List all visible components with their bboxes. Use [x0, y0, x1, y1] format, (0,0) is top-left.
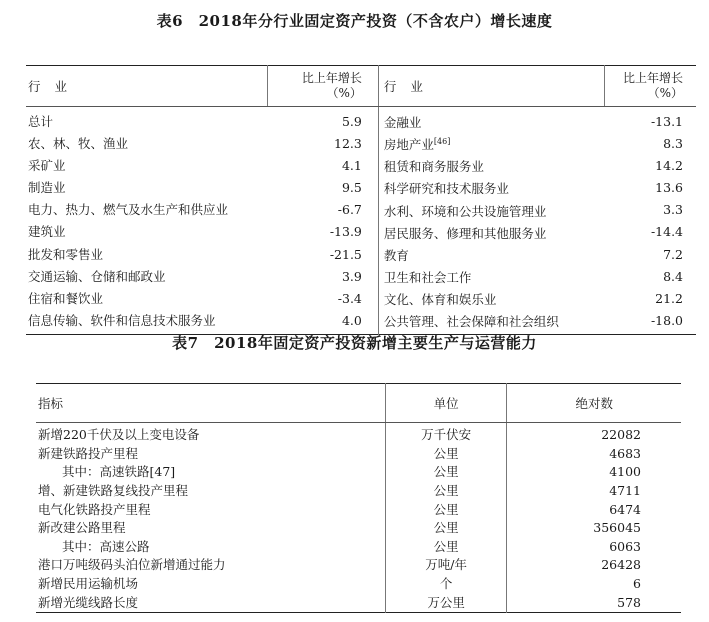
table6-row: [26, 199, 696, 221]
unit: 公里: [385, 519, 507, 538]
growth-value: -13.1: [650, 113, 683, 129]
growth-value: 3.9: [268, 265, 379, 287]
unit: 万吨/年: [385, 556, 507, 575]
industry-name: 采矿业: [28, 157, 66, 173]
absolute-value: 4100: [609, 464, 641, 480]
absolute-value: 4683: [609, 445, 641, 461]
indicator-cell: [36, 519, 385, 538]
growth-value: 8.3: [663, 135, 683, 151]
growth-value: -21.5: [268, 243, 379, 265]
growth-value: 21.2: [655, 290, 683, 306]
absolute-value: 4711: [609, 483, 641, 499]
indicator-cell: [36, 575, 385, 594]
industry-name-text: 房地产业: [383, 137, 434, 153]
growth-value: 4.0: [268, 309, 379, 334]
absolute-value: 26428: [601, 557, 641, 573]
indicator-cell: [36, 445, 385, 464]
industry-name: 电力、热力、燃气及水生产和供应业: [28, 202, 229, 218]
growth-value: 9.5: [268, 176, 379, 198]
table7-row: [36, 482, 681, 501]
unit: 公里: [385, 500, 507, 519]
indicator-cell: [36, 463, 385, 482]
indicator-name: 新建铁路投产里程: [38, 445, 139, 461]
header-indicator: 指标: [36, 384, 385, 423]
header-absolute: 绝对数: [507, 384, 681, 423]
indicator-name: 新改建公路里程: [38, 520, 126, 536]
indicator-name: 其中：高速铁路[47]: [62, 464, 176, 480]
unit: 公里: [385, 482, 507, 501]
indicator-name: 新增220千伏及以上变电设备: [38, 427, 200, 443]
table7-row: [36, 538, 681, 557]
table7-row: [36, 519, 681, 538]
industry-name-text: 科学研究和技术服务业: [383, 181, 509, 197]
growth-value: -3.4: [268, 287, 379, 309]
header-unit: 单位: [385, 384, 507, 423]
indicator-cell: [36, 500, 385, 519]
growth-value: 8.4: [663, 268, 683, 284]
industry-name: [378, 243, 604, 265]
header-pct-right-line2: （%）: [647, 86, 683, 100]
table7-row: [36, 445, 681, 464]
growth-value: -14.4: [650, 224, 683, 240]
industry-name-text: 卫生和社会工作: [383, 270, 472, 286]
footnote-ref: [46]: [433, 137, 451, 147]
industry-name-text: 公共管理、社会保障和社会组织: [383, 314, 559, 330]
industry-name-text: 水利、环境和公共设施管理业: [383, 203, 547, 219]
growth-value: 3.3: [663, 202, 683, 218]
industry-name-text: 教育: [383, 248, 409, 264]
industry-name: [378, 154, 604, 176]
industry-name: [378, 176, 604, 198]
table7-title: 表7 2018年固定资产投资新增主要生产与运营能力: [172, 334, 537, 352]
table6-row: [26, 176, 696, 198]
table7: [36, 383, 681, 613]
table6-row: [26, 154, 696, 176]
header-pct-right-line1: 比上年增长: [622, 71, 683, 85]
industry-name-text: 租赁和商务服务业: [383, 159, 484, 175]
table6-header-row: [26, 66, 696, 107]
table6-title: 表6 2018年分行业固定资产投资（不含农户）增长速度: [156, 12, 553, 30]
table6-row: [26, 107, 696, 133]
unit: 个: [385, 575, 507, 594]
absolute-value: 6063: [609, 538, 641, 554]
industry-name-text: 文化、体育和娱乐业: [383, 292, 497, 308]
growth-value: -13.9: [268, 221, 379, 243]
industry-name: 农、林、牧、渔业: [28, 135, 129, 151]
growth-value: 7.2: [663, 246, 683, 262]
indicator-cell: [36, 538, 385, 557]
indicator-name: 港口万吨级码头泊位新增通过能力: [38, 557, 226, 573]
industry-name: [378, 265, 604, 287]
absolute-value: 6474: [609, 501, 641, 517]
industry-name: [378, 199, 604, 221]
unit: 公里: [385, 445, 507, 464]
indicator-cell: [36, 593, 385, 612]
header-pct-left: [268, 66, 379, 107]
absolute-value: 356045: [593, 520, 641, 536]
absolute-value: 6: [633, 576, 641, 592]
table6-row: [26, 265, 696, 287]
industry-name: [378, 309, 604, 334]
growth-value: 12.3: [268, 132, 379, 154]
table7-header-row: [36, 384, 681, 423]
absolute-value: 578: [617, 594, 641, 610]
table7-row: [36, 593, 681, 612]
header-pct-right: [605, 66, 696, 107]
table6-row: [26, 309, 696, 334]
indicator-cell: [36, 423, 385, 445]
growth-value: 13.6: [655, 180, 683, 196]
indicator-name: 增、新建铁路复线投产里程: [38, 483, 189, 499]
industry-name-text: 金融业: [383, 115, 422, 131]
table7-row: [36, 556, 681, 575]
unit: 公里: [385, 463, 507, 482]
table6-row: [26, 243, 696, 265]
table6-row: [26, 221, 696, 243]
growth-value: -6.7: [268, 199, 379, 221]
header-industry-left: 行业: [26, 66, 268, 107]
table7-row: [36, 463, 681, 482]
unit: 万千伏安: [385, 423, 507, 445]
indicator-name: 电气化铁路投产里程: [38, 501, 151, 517]
table7-row: [36, 500, 681, 519]
industry-name: [378, 287, 604, 309]
table6-row: [26, 132, 696, 154]
industry-name: [378, 221, 604, 243]
header-industry-right: 行业: [378, 66, 604, 107]
indicator-cell: [36, 482, 385, 501]
table6: [26, 65, 696, 335]
table7-row: [36, 575, 681, 594]
industry-name: 建筑业: [28, 224, 66, 240]
indicator-cell: [36, 556, 385, 575]
header-pct-left-line1: 比上年增长: [301, 71, 362, 85]
indicator-name: 新增光缆线路长度: [38, 594, 139, 610]
industry-name-text: 居民服务、修理和其他服务业: [383, 225, 547, 241]
header-pct-left-line2: （%）: [326, 86, 362, 100]
industry-name: 交通运输、仓储和邮政业: [28, 268, 166, 284]
industry-name: [378, 107, 604, 133]
industry-name: 住宿和餐饮业: [28, 290, 104, 306]
industry-name: 总计: [28, 113, 54, 129]
industry-name: 信息传输、软件和信息技术服务业: [28, 312, 216, 328]
industry-name: 制造业: [28, 180, 66, 196]
table7-row: [36, 423, 681, 445]
industry-name: [378, 132, 604, 154]
unit: 万公里: [385, 593, 507, 612]
growth-value: 5.9: [268, 107, 379, 133]
indicator-name: 新增民用运输机场: [38, 576, 139, 592]
industry-name: 批发和零售业: [28, 246, 104, 262]
absolute-value: 22082: [601, 427, 641, 443]
growth-value: -18.0: [650, 312, 683, 328]
table6-row: [26, 287, 696, 309]
growth-value: 4.1: [268, 154, 379, 176]
indicator-name: 其中：高速公路: [62, 538, 150, 554]
growth-value: 14.2: [655, 157, 683, 173]
unit: 公里: [385, 538, 507, 557]
